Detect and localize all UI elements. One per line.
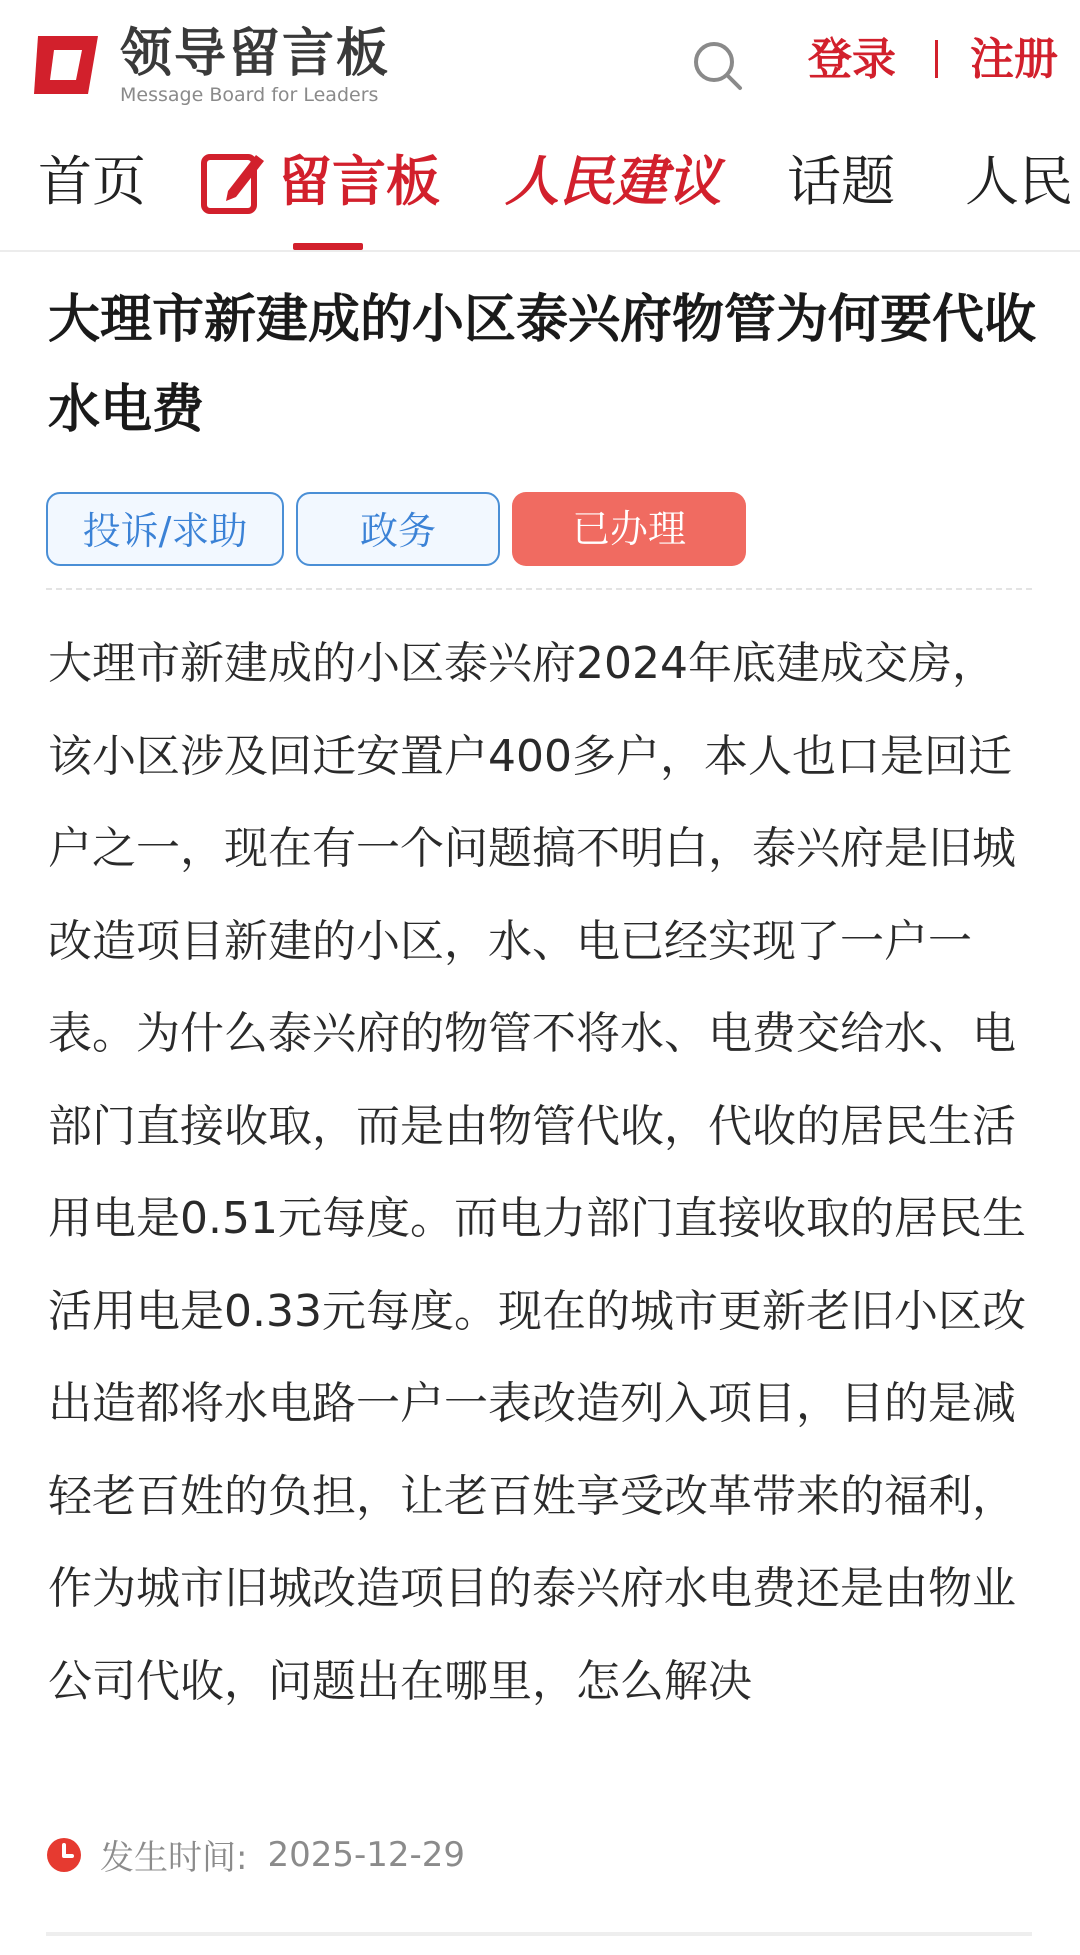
tag-category[interactable]: 投诉/求助 — [46, 492, 284, 566]
nav-board-label: 留言板 — [278, 150, 440, 213]
date-value: 2025-12-29 — [267, 1834, 466, 1875]
top-bar — [0, 0, 1080, 125]
site-logo-text[interactable] — [120, 26, 390, 106]
edit-note-icon — [198, 147, 268, 217]
header-separator — [935, 40, 938, 78]
main-nav — [0, 125, 1080, 252]
site-logo-icon[interactable] — [30, 28, 106, 102]
date-label: 发生时间: — [100, 1838, 248, 1878]
logo-title: 领导留言板 — [120, 24, 391, 84]
nav-item-board[interactable] — [198, 147, 440, 217]
nav-item-topic[interactable]: 话题 — [787, 150, 895, 213]
register-link[interactable]: 注册 — [970, 34, 1058, 85]
nav-item-suggest[interactable]: 人民建议 — [505, 150, 721, 213]
logo-subtitle: Message Board for Leaders — [120, 84, 379, 106]
login-link[interactable]: 登录 — [808, 34, 896, 85]
nav-item-people[interactable]: 人民 — [965, 150, 1073, 213]
active-tab-indicator — [293, 243, 363, 250]
divider — [46, 588, 1032, 590]
clock-icon — [46, 1837, 82, 1873]
post-title: 大理市新建成的小区泰兴府物管为何要代收水电费 — [48, 290, 1037, 440]
post-date — [46, 1830, 465, 1879]
bottom-divider — [46, 1932, 1032, 1936]
post-body: 大理市新建成的小区泰兴府2024年底建成交房，该小区涉及回迁安置户400多户，本人也口是回迁户之一，现在有一个问题搞不明白，泰兴府是旧城改造项目新建的小区，水、电已经实现了一户一表。为什么泰兴府的物管不将水、电费交给水、电部门直接收取，而是由物管代收，代收的居民生活用电是0.51元每度。而电力部门直接收取的居民生活用电是0.33元每度。现在的城市更新老旧小区改出造都将水电路一户一表改造列入项目，目的是减轻老百姓的负担，让老百姓享受改革带来的福利，作为城市旧城改造项目的泰兴府水电费还是由物业公司代收，问题出在哪里，怎么解决 — [48, 638, 1026, 1707]
tag-domain[interactable]: 政务 — [296, 492, 500, 566]
search-icon[interactable] — [690, 38, 746, 94]
tag-status: 已办理 — [512, 492, 746, 566]
nav-item-home[interactable]: 首页 — [38, 150, 146, 213]
